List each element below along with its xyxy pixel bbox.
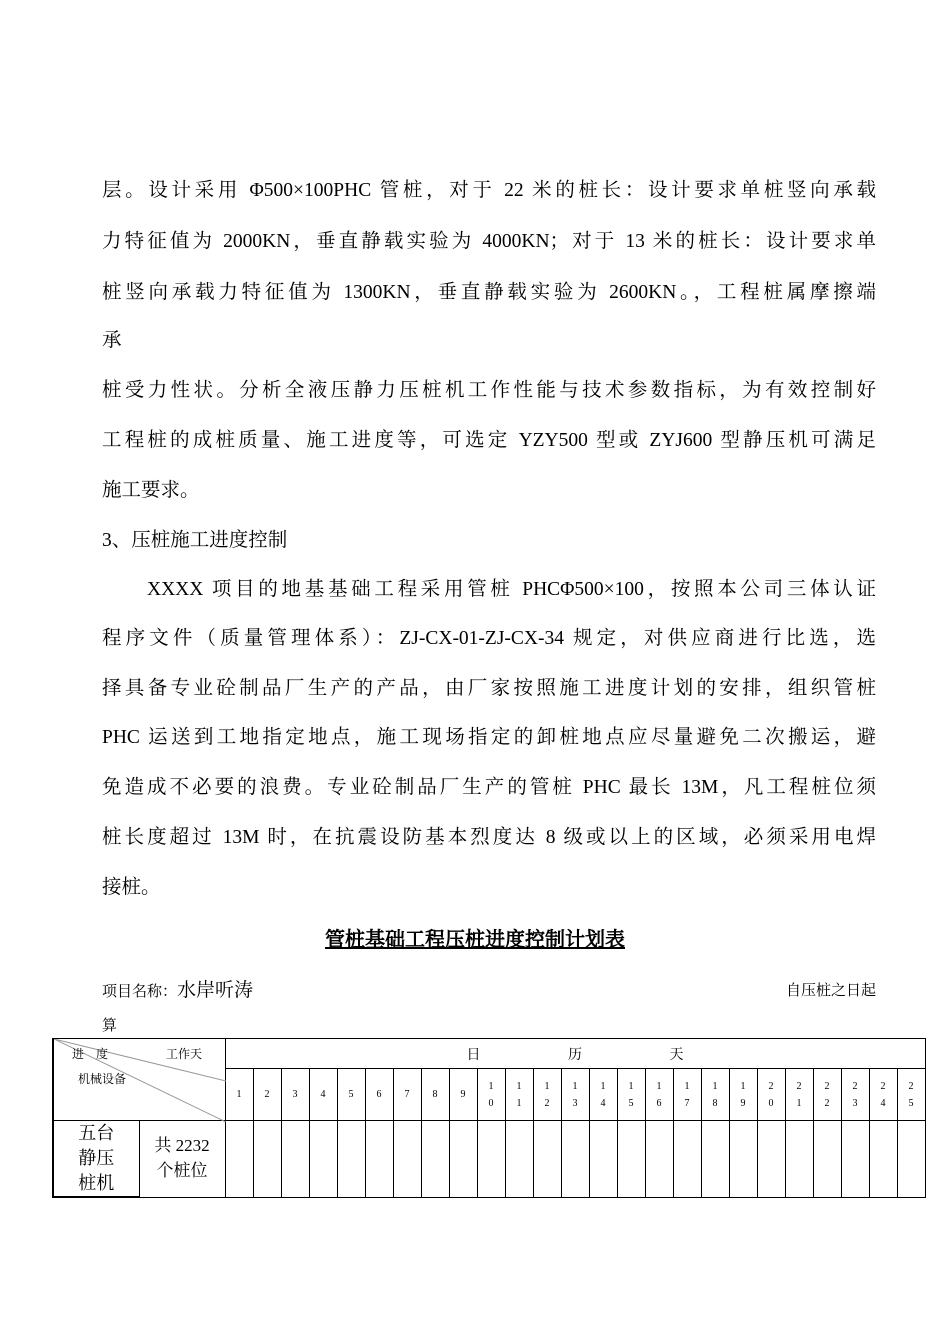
- day-number-cell: [673, 1069, 701, 1121]
- day-number-cell: [225, 1069, 253, 1121]
- day-digit: 2: [852, 1080, 858, 1092]
- calendar-days-header: [225, 1039, 925, 1069]
- text-line: 工程桩的成桩质量、施工进度等，可选定 YZY500 型或 ZYJ600 型静压机可满足: [102, 430, 876, 451]
- schedule-cell: [533, 1121, 561, 1198]
- day-digit: 9: [740, 1097, 746, 1109]
- day-digit: 2: [880, 1080, 886, 1092]
- day-digit: 4: [320, 1089, 326, 1100]
- day-digit: 1: [796, 1097, 802, 1109]
- schedule-cell: [701, 1121, 729, 1198]
- project-name: 水岸听涛: [177, 980, 254, 1001]
- day-digit: 0: [488, 1097, 494, 1109]
- text-line: 程序文件（质量管理体系）：ZJ-CX-01-ZJ-CX-34 规定，对供应商进行比选，选: [102, 628, 876, 649]
- day-number-cell: [617, 1069, 645, 1121]
- day-digit: 2: [908, 1080, 914, 1092]
- schedule-cell: [757, 1121, 785, 1198]
- corner-equipment-label: 机械设备: [78, 1072, 127, 1086]
- schedule-cell: [589, 1121, 617, 1198]
- text-line: 施工要求。: [102, 480, 200, 501]
- day-number-cell: [729, 1069, 757, 1121]
- day-digit: 1: [516, 1080, 522, 1092]
- schedule-table: [52, 1038, 926, 1198]
- day-number-cell: [645, 1069, 673, 1121]
- day-digit: 2: [796, 1080, 802, 1092]
- day-number-cell: [253, 1069, 281, 1121]
- day-digit: 7: [684, 1097, 690, 1109]
- schedule-cell: [841, 1121, 869, 1198]
- day-digit: 5: [628, 1097, 634, 1109]
- day-digit: 6: [376, 1089, 382, 1100]
- day-number-cell: [365, 1069, 393, 1121]
- text-line: 桩受力性状。分析全液压静力压桩机工作性能与技术参数指标，为有效控制好: [102, 380, 876, 401]
- schedule-cell: [673, 1121, 701, 1198]
- machine-line: 五台: [78, 1123, 115, 1143]
- day-digit: 4: [880, 1097, 886, 1109]
- day-digit: 9: [460, 1089, 466, 1100]
- section-heading: 3、压桩施工进度控制: [102, 530, 288, 551]
- schedule-cell: [253, 1121, 281, 1198]
- calendar-char: 日: [466, 1047, 481, 1063]
- day-digit: 7: [404, 1089, 410, 1100]
- pile-count-cell: [139, 1121, 225, 1198]
- text-line: 桩长度超过 13M 时，在抗震设防基本烈度达 8 级或以上的区域，必须采用电焊: [102, 827, 876, 848]
- text-line: 承: [102, 330, 122, 351]
- schedule-cell: [897, 1121, 925, 1198]
- day-digit: 3: [572, 1097, 578, 1109]
- day-digit: 1: [544, 1080, 550, 1092]
- day-digit: 4: [600, 1097, 606, 1109]
- schedule-cell: [449, 1121, 477, 1198]
- schedule-cell: [505, 1121, 533, 1198]
- day-number-cell: [309, 1069, 337, 1121]
- day-number-cell: [869, 1069, 897, 1121]
- day-number-cell: [757, 1069, 785, 1121]
- day-digit: 2: [824, 1080, 830, 1092]
- day-digit: 1: [656, 1080, 662, 1092]
- day-number-cell: [477, 1069, 505, 1121]
- day-digit: 1: [740, 1080, 746, 1092]
- day-digit: 1: [600, 1080, 606, 1092]
- text-line: 接桩。: [102, 877, 161, 898]
- pile-line: 个桩位: [156, 1161, 208, 1180]
- schedule-cell: [365, 1121, 393, 1198]
- machine-line: 桩机: [78, 1173, 115, 1193]
- schedule-cell: [309, 1121, 337, 1198]
- text-line: 层。设计采用 Φ500×100PHC 管桩，对于 22 米的桩长：设计要求单桩竖向承载: [102, 180, 876, 201]
- machine-cell: [53, 1121, 139, 1198]
- text-line: PHC 运送到工地指定地点，施工现场指定的卸桩地点应尽量避免二次搬运，避: [102, 727, 876, 748]
- day-number-cell: [421, 1069, 449, 1121]
- day-number-cell: [505, 1069, 533, 1121]
- day-digit: 8: [712, 1097, 718, 1109]
- machine-row: [53, 1121, 925, 1198]
- text-line: 力特征值为 2000KN，垂直静载实验为 4000KN；对于 13 米的桩长：设计要求单: [102, 231, 876, 252]
- day-digit: 0: [768, 1097, 774, 1109]
- schedule-cell: [645, 1121, 673, 1198]
- schedule-cell: [281, 1121, 309, 1198]
- day-digit: 2: [544, 1097, 550, 1109]
- day-digit: 6: [656, 1097, 662, 1109]
- schedule-cell: [393, 1121, 421, 1198]
- day-digit: 1: [488, 1080, 494, 1092]
- start-note: 自压桩之日起: [785, 983, 876, 999]
- day-digit: 1: [712, 1080, 718, 1092]
- schedule-cell: [869, 1121, 897, 1198]
- schedule-cell: [477, 1121, 505, 1198]
- corner-header-cell: [53, 1039, 225, 1121]
- day-number-cell: [897, 1069, 925, 1121]
- corner-workdays-label: 工作天: [166, 1047, 203, 1061]
- day-number-cell: [281, 1069, 309, 1121]
- day-number-cell: [701, 1069, 729, 1121]
- schedule-cell: [225, 1121, 253, 1198]
- day-digit: 8: [432, 1089, 438, 1100]
- table-title: 管桩基础工程压桩进度控制计划表: [325, 929, 625, 951]
- machine-line: 静压: [78, 1148, 115, 1168]
- day-digit: 1: [236, 1089, 242, 1100]
- day-number-cell: [393, 1069, 421, 1121]
- schedule-cell: [561, 1121, 589, 1198]
- day-number-cell: [813, 1069, 841, 1121]
- day-digit: 1: [572, 1080, 578, 1092]
- calendar-char: 天: [669, 1047, 684, 1063]
- text-line: 择具备专业砼制品厂生产的产品，由厂家按照施工进度计划的安排，组织管桩: [102, 678, 876, 699]
- day-digit: 1: [684, 1080, 690, 1092]
- day-number-cell: [841, 1069, 869, 1121]
- text-line: XXXX 项目的地基基础工程采用管桩 PHCΦ500×100，按照本公司三体认证: [147, 579, 876, 600]
- day-digit: 1: [516, 1097, 522, 1109]
- corner-progress-label: 进 度: [72, 1047, 109, 1061]
- project-label: 项目名称：: [102, 984, 178, 1000]
- day-number-cell: [533, 1069, 561, 1121]
- day-digit: 3: [292, 1089, 298, 1100]
- schedule-cell: [421, 1121, 449, 1198]
- day-number-cell: [337, 1069, 365, 1121]
- text-line: 桩竖向承载力特征值为 1300KN，垂直静载实验为 2600KN。，工程桩属摩擦端: [102, 282, 876, 303]
- schedule-cell: [785, 1121, 813, 1198]
- day-digit: 5: [908, 1097, 914, 1109]
- day-number-cell: [561, 1069, 589, 1121]
- day-digit: 2: [824, 1097, 830, 1109]
- project-name-row: [102, 978, 253, 1004]
- day-number-cell: [449, 1069, 477, 1121]
- schedule-cell: [813, 1121, 841, 1198]
- day-digit: 3: [852, 1097, 858, 1109]
- pile-line: 共 2232: [154, 1136, 210, 1155]
- schedule-cell: [337, 1121, 365, 1198]
- schedule-cell: [617, 1121, 645, 1198]
- schedule-cell: [729, 1121, 757, 1198]
- calendar-char: 历: [568, 1047, 582, 1063]
- day-digit: 2: [768, 1080, 774, 1092]
- day-number-cell: [589, 1069, 617, 1121]
- start-note-continued: 算: [102, 1018, 118, 1034]
- day-digit: 2: [264, 1089, 270, 1100]
- day-digit: 1: [628, 1080, 634, 1092]
- day-digit: 5: [348, 1089, 354, 1100]
- day-number-cell: [785, 1069, 813, 1121]
- text-line: 免造成不必要的浪费。专业砼制品厂生产的管桩 PHC 最长 13M，凡工程桩位须: [102, 777, 876, 798]
